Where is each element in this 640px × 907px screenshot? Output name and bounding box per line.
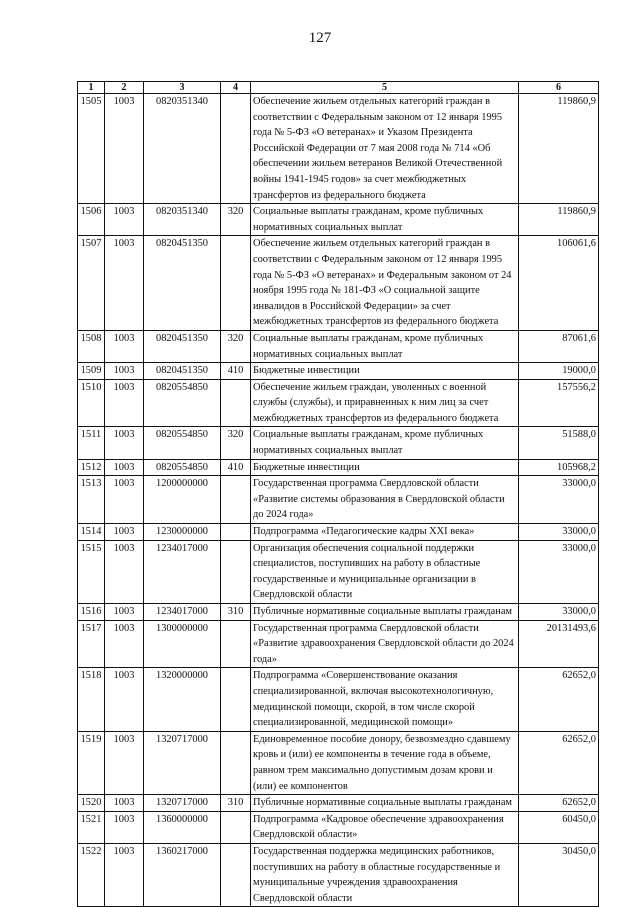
amount: 33000,0 xyxy=(519,604,599,621)
section-code: 1003 xyxy=(105,459,144,476)
item-name: Бюджетные инвестиции xyxy=(251,459,519,476)
amount: 30450,0 xyxy=(519,843,599,906)
target-code: 0820351340 xyxy=(144,204,221,236)
table-row xyxy=(78,379,599,427)
target-code: 1320717000 xyxy=(144,795,221,812)
budget-table xyxy=(77,81,599,907)
row-number: 1507 xyxy=(78,236,105,331)
row-number: 1508 xyxy=(78,330,105,362)
row-number: 1517 xyxy=(78,620,105,668)
col-header-1: 1 xyxy=(78,82,105,94)
table-row xyxy=(78,476,599,524)
expense-type xyxy=(221,379,251,427)
expense-type xyxy=(221,843,251,906)
section-code: 1003 xyxy=(105,363,144,380)
expense-type xyxy=(221,731,251,794)
amount: 87061,6 xyxy=(519,330,599,362)
amount: 20131493,6 xyxy=(519,620,599,668)
row-number: 1514 xyxy=(78,524,105,541)
amount: 119860,9 xyxy=(519,204,599,236)
expense-type xyxy=(221,236,251,331)
table-row xyxy=(78,363,599,380)
expense-type: 320 xyxy=(221,427,251,459)
amount: 33000,0 xyxy=(519,540,599,603)
section-code: 1003 xyxy=(105,795,144,812)
target-code: 1360000000 xyxy=(144,811,221,843)
row-number: 1522 xyxy=(78,843,105,906)
target-code: 1360217000 xyxy=(144,843,221,906)
table-row xyxy=(78,811,599,843)
table-row xyxy=(78,795,599,812)
expense-type xyxy=(221,476,251,524)
expense-type xyxy=(221,524,251,541)
item-name: Подпрограмма «Кадровое обеспечение здравоохранения Свердловской области» xyxy=(251,811,519,843)
target-code: 0820554850 xyxy=(144,459,221,476)
table-row xyxy=(78,330,599,362)
item-name: Государственная программа Свердловской области «Развитие системы образования в Свердловской области до 2024 года» xyxy=(251,476,519,524)
expense-type xyxy=(221,811,251,843)
target-code: 1300000000 xyxy=(144,620,221,668)
section-code: 1003 xyxy=(105,620,144,668)
target-code: 0820451350 xyxy=(144,363,221,380)
row-number: 1506 xyxy=(78,204,105,236)
target-code: 1230000000 xyxy=(144,524,221,541)
target-code: 1234017000 xyxy=(144,604,221,621)
section-code: 1003 xyxy=(105,604,144,621)
item-name: Публичные нормативные социальные выплаты гражданам xyxy=(251,604,519,621)
table-row xyxy=(78,731,599,794)
table-row xyxy=(78,459,599,476)
row-number: 1520 xyxy=(78,795,105,812)
expense-type: 310 xyxy=(221,604,251,621)
row-number: 1515 xyxy=(78,540,105,603)
row-number: 1521 xyxy=(78,811,105,843)
row-number: 1509 xyxy=(78,363,105,380)
item-name: Организация обеспечения социальной поддержки специалистов, поступивших на работу в областные государственные и муниципальные организации в Свердловской области xyxy=(251,540,519,603)
expense-type xyxy=(221,94,251,204)
col-header-5: 5 xyxy=(251,82,519,94)
row-number: 1516 xyxy=(78,604,105,621)
item-name: Единовременное пособие донору, безвозмездно сдавшему кровь и (или) ее компоненты в течение года в объеме, равном трем максимально допустимым дозам крови и (или) ее компонентов xyxy=(251,731,519,794)
row-number: 1510 xyxy=(78,379,105,427)
item-name: Бюджетные инвестиции xyxy=(251,363,519,380)
table-row xyxy=(78,204,599,236)
col-header-2: 2 xyxy=(105,82,144,94)
section-code: 1003 xyxy=(105,540,144,603)
target-code: 0820451350 xyxy=(144,236,221,331)
col-header-6: 6 xyxy=(519,82,599,94)
target-code: 0820451350 xyxy=(144,330,221,362)
amount: 62652,0 xyxy=(519,795,599,812)
section-code: 1003 xyxy=(105,379,144,427)
expense-type: 410 xyxy=(221,363,251,380)
section-code: 1003 xyxy=(105,94,144,204)
section-code: 1003 xyxy=(105,236,144,331)
col-header-4: 4 xyxy=(221,82,251,94)
amount: 105968,2 xyxy=(519,459,599,476)
table-row xyxy=(78,540,599,603)
col-header-3: 3 xyxy=(144,82,221,94)
table-row xyxy=(78,524,599,541)
section-code: 1003 xyxy=(105,524,144,541)
item-name: Социальные выплаты гражданам, кроме публичных нормативных социальных выплат xyxy=(251,204,519,236)
row-number: 1511 xyxy=(78,427,105,459)
row-number: 1513 xyxy=(78,476,105,524)
expense-type: 320 xyxy=(221,330,251,362)
header-row xyxy=(78,82,599,94)
section-code: 1003 xyxy=(105,668,144,731)
row-number: 1519 xyxy=(78,731,105,794)
section-code: 1003 xyxy=(105,330,144,362)
item-name: Государственная программа Свердловской области «Развитие здравоохранения Свердловской области до 2024 года» xyxy=(251,620,519,668)
page-number: 127 xyxy=(308,30,332,46)
expense-type xyxy=(221,620,251,668)
amount: 106061,6 xyxy=(519,236,599,331)
row-number: 1512 xyxy=(78,459,105,476)
target-code: 0820351340 xyxy=(144,94,221,204)
amount: 157556,2 xyxy=(519,379,599,427)
table-row xyxy=(78,236,599,331)
item-name: Подпрограмма «Педагогические кадры XXI века» xyxy=(251,524,519,541)
amount: 62652,0 xyxy=(519,668,599,731)
section-code: 1003 xyxy=(105,731,144,794)
amount: 33000,0 xyxy=(519,524,599,541)
item-name: Государственная поддержка медицинских работников, поступивших на работу в областные государственные и муниципальные учреждения здравоохранения Свердловской области xyxy=(251,843,519,906)
expense-type: 310 xyxy=(221,795,251,812)
table-row xyxy=(78,427,599,459)
target-code: 0820554850 xyxy=(144,379,221,427)
section-code: 1003 xyxy=(105,843,144,906)
section-code: 1003 xyxy=(105,427,144,459)
amount: 33000,0 xyxy=(519,476,599,524)
item-name: Обеспечение жильем граждан, уволенных с военной службы (службы), и приравненных к ним лиц за счет межбюджетных трансфертов из федерального бюджета xyxy=(251,379,519,427)
target-code: 1320000000 xyxy=(144,668,221,731)
expense-type xyxy=(221,540,251,603)
item-name: Публичные нормативные социальные выплаты гражданам xyxy=(251,795,519,812)
amount: 19000,0 xyxy=(519,363,599,380)
table-row xyxy=(78,620,599,668)
row-number: 1505 xyxy=(78,94,105,204)
target-code: 1234017000 xyxy=(144,540,221,603)
item-name: Социальные выплаты гражданам, кроме публичных нормативных социальных выплат xyxy=(251,427,519,459)
expense-type: 320 xyxy=(221,204,251,236)
item-name: Подпрограмма «Совершенствование оказания специализированной, включая высокотехнологичную, медицинской помощи, скорой, в том числе скорой специализированной, медицинской помощи» xyxy=(251,668,519,731)
item-name: Социальные выплаты гражданам, кроме публичных нормативных социальных выплат xyxy=(251,330,519,362)
expense-type xyxy=(221,668,251,731)
table-row xyxy=(78,94,599,204)
table-row xyxy=(78,668,599,731)
amount: 119860,9 xyxy=(519,94,599,204)
expense-type: 410 xyxy=(221,459,251,476)
target-code: 0820554850 xyxy=(144,427,221,459)
section-code: 1003 xyxy=(105,476,144,524)
row-number: 1518 xyxy=(78,668,105,731)
target-code: 1200000000 xyxy=(144,476,221,524)
table-row xyxy=(78,604,599,621)
section-code: 1003 xyxy=(105,811,144,843)
item-name: Обеспечение жильем отдельных категорий граждан в соответствии с Федеральным законом от 12 января 1995 года № 5-ФЗ «О ветеранах» и Федеральным законом от 24 ноября 1995 года № 181-ФЗ «О социальной защите инвалидов в Российской Федерации» за счет межбюджетных трансфертов из федерального бюджета xyxy=(251,236,519,331)
amount: 51588,0 xyxy=(519,427,599,459)
table-row xyxy=(78,843,599,906)
item-name: Обеспечение жильем отдельных категорий граждан в соответствии с Федеральным законом от 12 января 1995 года № 5-ФЗ «О ветеранах» и Указом Президента Российской Федерации от 7 мая 2008 года № 714 «Об обеспечении жильем ветеранов Великой Отечественной войны 1941-1945 годов» за счет межбюджетных трансфертов из федерального бюджета xyxy=(251,94,519,204)
target-code: 1320717000 xyxy=(144,731,221,794)
amount: 62652,0 xyxy=(519,731,599,794)
amount: 60450,0 xyxy=(519,811,599,843)
section-code: 1003 xyxy=(105,204,144,236)
